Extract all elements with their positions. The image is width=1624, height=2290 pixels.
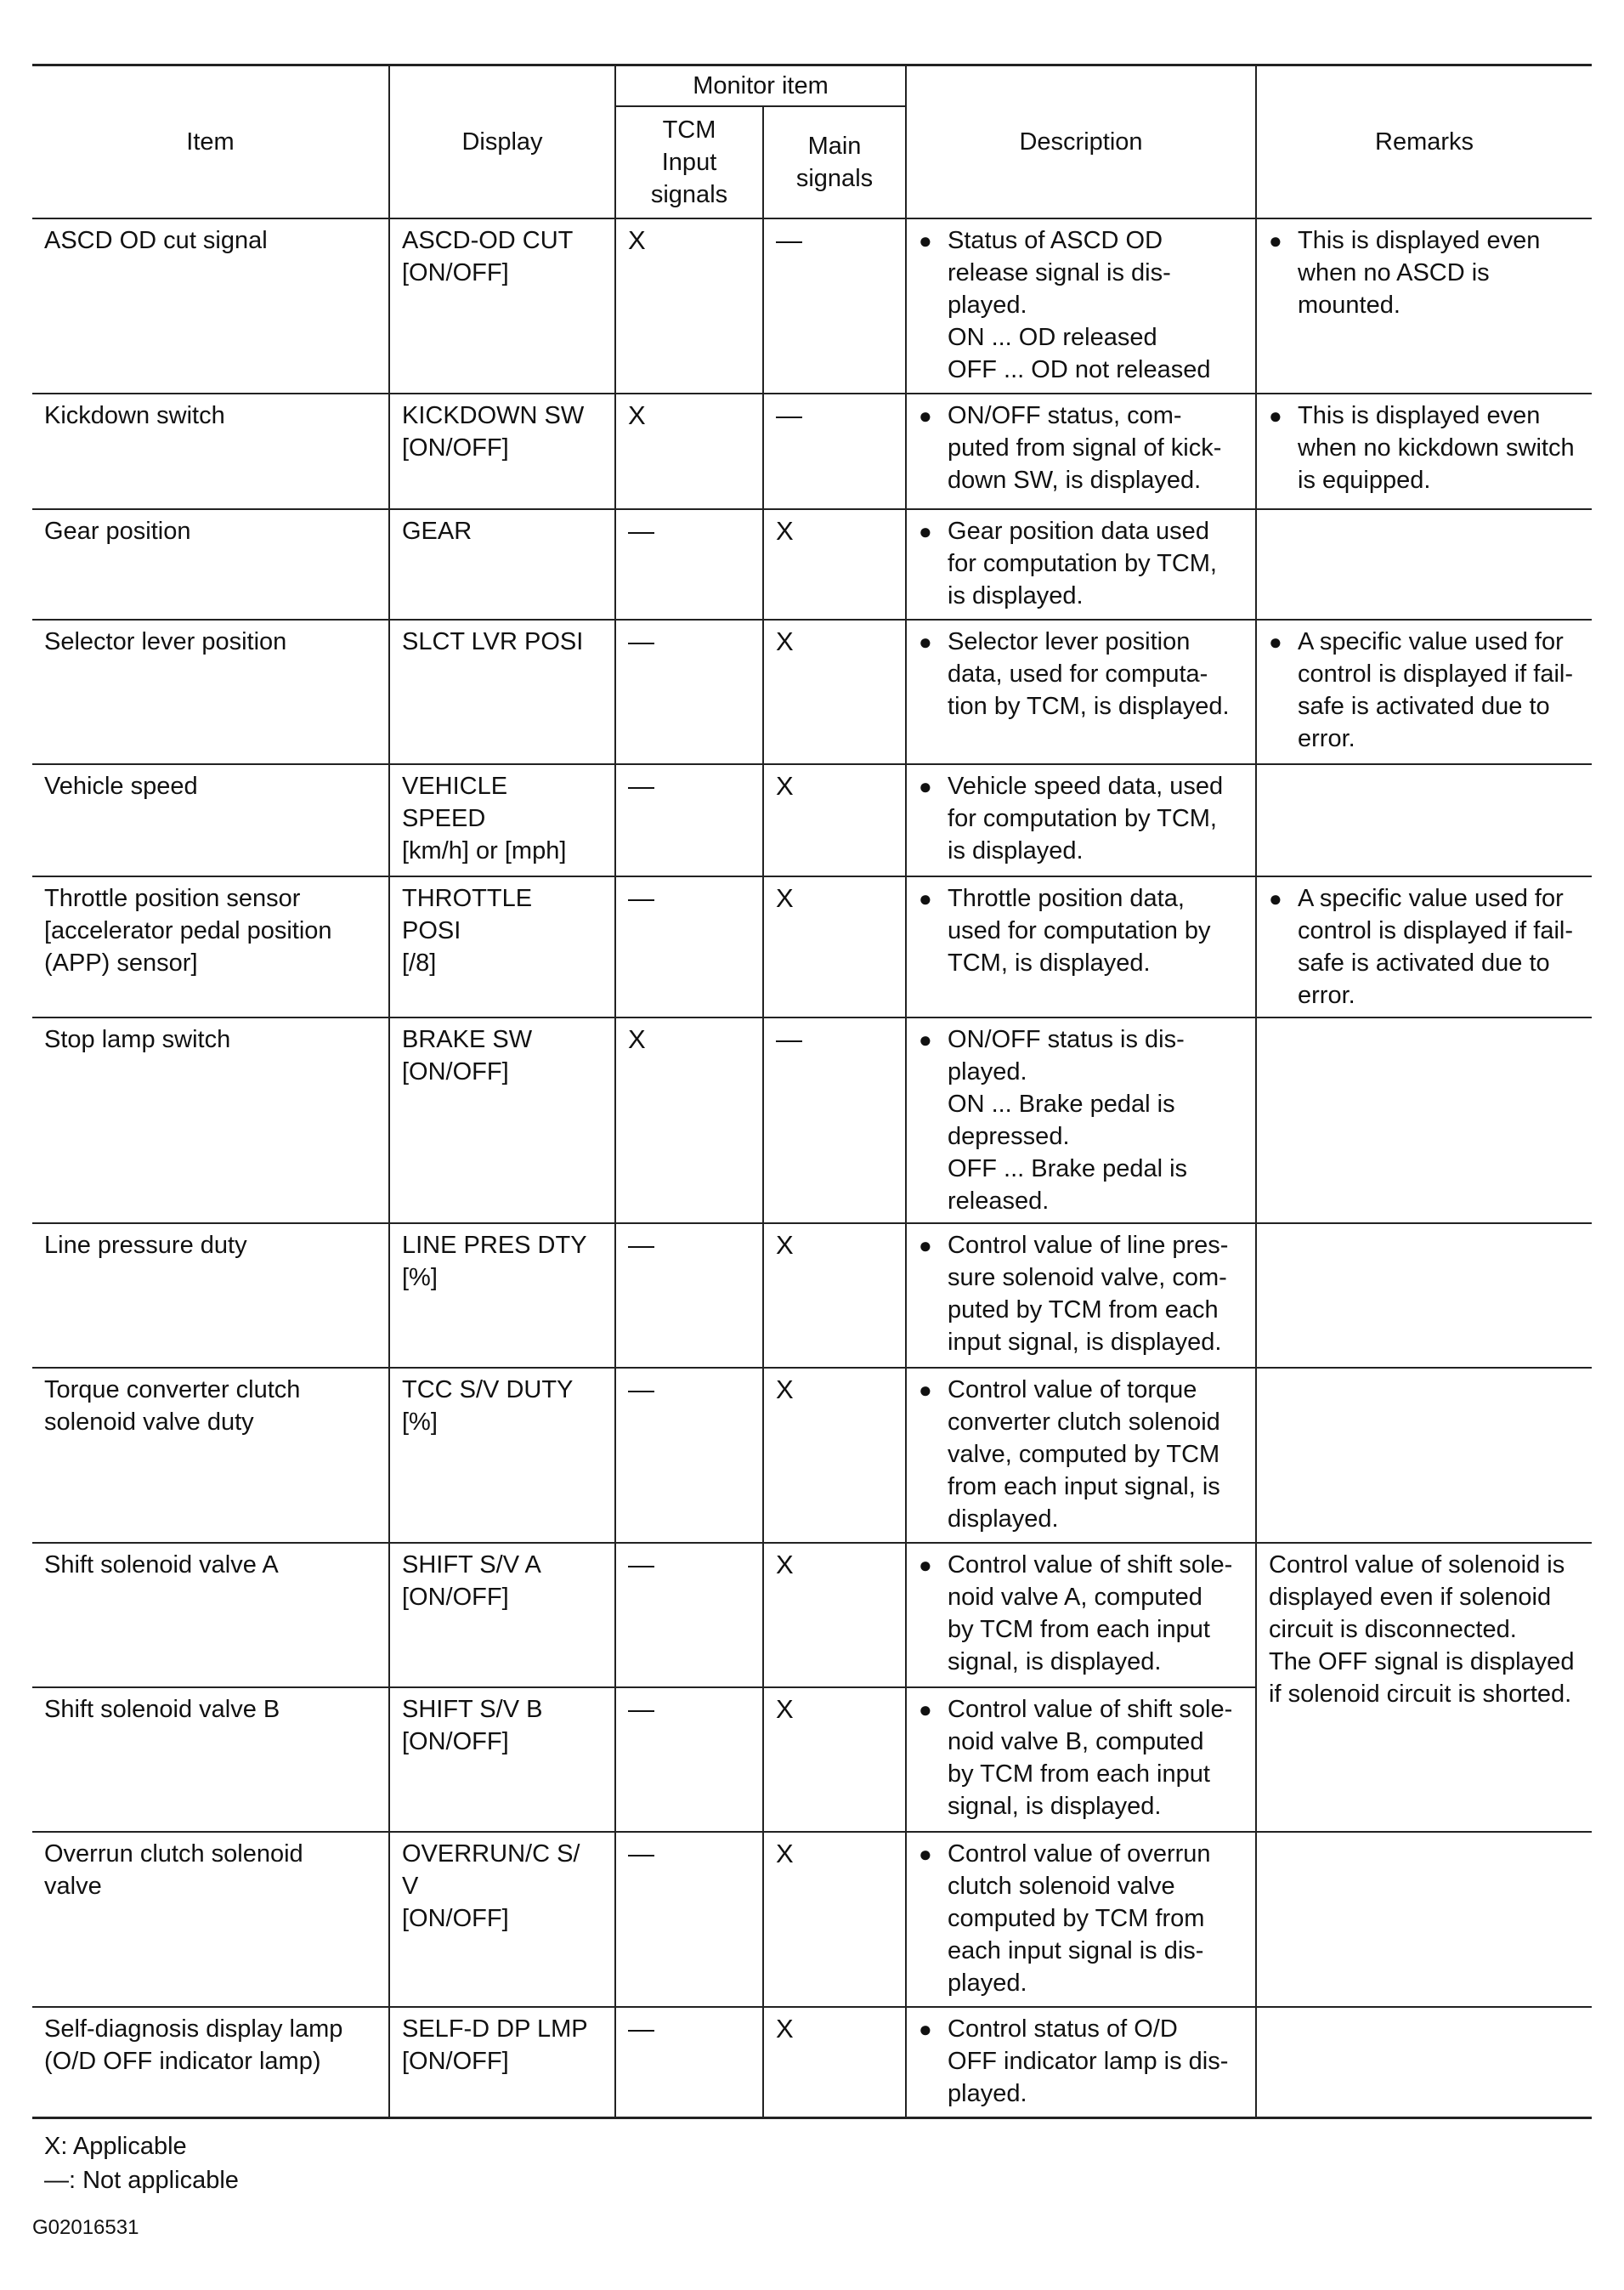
- cell-line: sure solenoid valve, com-: [948, 1264, 1227, 1291]
- cell-line: Gear position: [44, 518, 191, 545]
- cell-tcm-input-mark: —: [615, 620, 763, 764]
- cell-line: is equipped.: [1298, 467, 1431, 494]
- cell-main-signal-mark: X: [763, 620, 906, 764]
- cell-line: A specific value used for: [1298, 628, 1564, 655]
- header-remarks: Remarks: [1256, 65, 1592, 219]
- cell-line: displayed.: [948, 1505, 1059, 1533]
- cell-remarks: [1256, 218, 1592, 394]
- bullet-text: [948, 400, 1243, 496]
- bullet-text: [948, 2013, 1243, 2110]
- table-row: [32, 620, 1592, 764]
- cell-line: BRAKE SW: [402, 1026, 533, 1053]
- cell-display: [389, 764, 615, 876]
- cell-line: [ON/OFF]: [402, 259, 509, 286]
- cell-line: SPEED: [402, 805, 486, 832]
- cell-tcm-input-mark: —: [615, 1223, 763, 1368]
- cell-line: computed by TCM from: [948, 1905, 1205, 1932]
- cell-line: error.: [1298, 725, 1355, 752]
- bullet-item: [919, 770, 1243, 867]
- bullet-icon: ●: [919, 1027, 932, 1052]
- cell-line: Stop lamp switch: [44, 1026, 231, 1053]
- cell-remarks: [1256, 620, 1592, 764]
- cell-line: played.: [948, 1970, 1027, 1997]
- cell-line: mounted.: [1298, 292, 1400, 319]
- cell-display: [389, 509, 615, 620]
- cell-tcm-input-mark: X: [615, 218, 763, 394]
- cell-line: [%]: [402, 1264, 438, 1291]
- cell-line: Selector lever position: [948, 628, 1191, 655]
- cell-item: [32, 764, 389, 876]
- bullet-text: [948, 882, 1243, 979]
- cell-line: Control status of O/D: [948, 2015, 1178, 2043]
- bullet-text: [948, 1374, 1243, 1535]
- bullet-text: [948, 224, 1243, 386]
- cell-tcm-input-mark: —: [615, 1543, 763, 1687]
- cell-remarks: [1256, 1832, 1592, 2007]
- monitor-item-table: [32, 64, 1592, 2119]
- cell-display: [389, 1543, 615, 1687]
- bullet-icon: ●: [919, 519, 932, 544]
- table-row: [32, 764, 1592, 876]
- cell-tcm-input-mark: X: [615, 1017, 763, 1223]
- bullet-icon: ●: [919, 774, 932, 799]
- cell-line: ON ... OD released: [948, 324, 1157, 351]
- cell-line: Vehicle speed data, used: [948, 773, 1224, 800]
- cell-line: Control value of solenoid is: [1269, 1551, 1565, 1579]
- cell-line: release signal is dis-: [948, 259, 1171, 286]
- cell-line: Throttle position sensor: [44, 885, 301, 912]
- cell-line: is displayed.: [948, 837, 1084, 864]
- cell-main-signal-mark: X: [763, 1223, 906, 1368]
- bullet-item: [1269, 626, 1580, 755]
- cell-line: depressed.: [948, 1123, 1070, 1150]
- legend: [32, 2129, 1592, 2197]
- cell-line: played.: [948, 2080, 1027, 2107]
- cell-line: valve, computed by TCM: [948, 1441, 1220, 1468]
- cell-line: Shift solenoid valve A: [44, 1551, 279, 1579]
- bullet-icon: ●: [919, 1377, 932, 1403]
- cell-description: [906, 1832, 1256, 2007]
- cell-line: noid valve A, computed: [948, 1584, 1202, 1611]
- table-row: [32, 1017, 1592, 1223]
- cell-main-signal-mark: X: [763, 2007, 906, 2117]
- bullet-text: [948, 626, 1243, 723]
- cell-line: (O/D OFF indicator lamp): [44, 2048, 321, 2075]
- cell-tcm-input-mark: —: [615, 876, 763, 1017]
- cell-line: SELF-D DP LMP: [402, 2015, 588, 2043]
- cell-display: [389, 1223, 615, 1368]
- header-item: Item: [32, 65, 389, 219]
- cell-line: input signal, is displayed.: [948, 1329, 1222, 1356]
- cell-item: [32, 509, 389, 620]
- bullet-text: [1298, 224, 1580, 321]
- cell-line: Throttle position data,: [948, 885, 1185, 912]
- bullet-item: [1269, 224, 1580, 321]
- cell-line: Gear position data used: [948, 518, 1209, 545]
- cell-line: displayed even if solenoid: [1269, 1584, 1552, 1611]
- cell-line: Control value of line pres-: [948, 1232, 1229, 1259]
- cell-remarks: [1256, 1543, 1592, 1832]
- cell-line: used for computation by: [948, 917, 1211, 944]
- cell-line: KICKDOWN SW: [402, 402, 585, 429]
- cell-description: [906, 1368, 1256, 1543]
- cell-display: [389, 2007, 615, 2117]
- cell-line: Kickdown switch: [44, 402, 225, 429]
- cell-line: safe is activated due to: [1298, 693, 1550, 720]
- cell-line: GEAR: [402, 518, 472, 545]
- cell-line: Control value of shift sole-: [948, 1696, 1233, 1723]
- bullet-text: [1298, 400, 1580, 496]
- cell-main-signal-mark: X: [763, 764, 906, 876]
- cell-line: safe is activated due to: [1298, 949, 1550, 977]
- bullet-item: [919, 1229, 1243, 1358]
- bullet-item: [919, 400, 1243, 496]
- bullet-text: [948, 515, 1243, 612]
- cell-line: Torque converter clutch: [44, 1376, 301, 1403]
- bullet-icon: ●: [919, 886, 932, 911]
- cell-line: played.: [948, 292, 1027, 319]
- cell-line: control is displayed if fail-: [1298, 660, 1573, 688]
- cell-line: Control value of overrun: [948, 1840, 1211, 1868]
- bullet-item: [919, 2013, 1243, 2110]
- cell-remarks: [1256, 509, 1592, 620]
- cell-display: [389, 1687, 615, 1832]
- cell-line: ON/OFF status, com-: [948, 402, 1182, 429]
- cell-line: Line pressure duty: [44, 1232, 247, 1259]
- cell-line: signal, is displayed.: [948, 1793, 1162, 1820]
- cell-tcm-input-mark: X: [615, 394, 763, 509]
- cell-item: [32, 620, 389, 764]
- bullet-text: [948, 1229, 1243, 1358]
- cell-description: [906, 1687, 1256, 1832]
- figure-code: G02016531: [32, 2215, 139, 2239]
- bullet-icon: ●: [919, 228, 932, 253]
- cell-remarks: [1256, 2007, 1592, 2117]
- cell-line: played.: [948, 1058, 1027, 1085]
- header-monitor-item: Monitor item: [615, 65, 906, 107]
- bullet-item: [919, 882, 1243, 979]
- cell-description: [906, 764, 1256, 876]
- cell-tcm-input-mark: —: [615, 2007, 763, 2117]
- cell-line: by TCM from each input: [948, 1760, 1210, 1788]
- cell-line: [/8]: [402, 949, 437, 977]
- cell-remarks: [1256, 1223, 1592, 1368]
- cell-line: TCM, is displayed.: [948, 949, 1151, 977]
- bullet-icon: ●: [1269, 228, 1282, 253]
- cell-line: valve: [44, 1873, 102, 1900]
- cell-line: OFF indicator lamp is dis-: [948, 2048, 1229, 2075]
- bullet-text: [948, 1693, 1243, 1822]
- cell-description: [906, 509, 1256, 620]
- cell-line: error.: [1298, 982, 1355, 1009]
- cell-line: [ON/OFF]: [402, 1728, 509, 1755]
- cell-line: ON/OFF status is dis-: [948, 1026, 1185, 1053]
- bullet-icon: ●: [919, 629, 932, 655]
- cell-line: The OFF signal is displayed: [1269, 1648, 1575, 1675]
- cell-line: SHIFT S/V A: [402, 1551, 541, 1579]
- cell-description: [906, 2007, 1256, 2117]
- cell-line: circuit is disconnected.: [1269, 1616, 1517, 1643]
- cell-main-signal-mark: —: [763, 394, 906, 509]
- cell-item: [32, 1543, 389, 1687]
- cell-line: (APP) sensor]: [44, 949, 198, 977]
- bullet-text: [948, 1023, 1243, 1217]
- header-display: Display: [389, 65, 615, 219]
- cell-line: V: [402, 1873, 419, 1900]
- bullet-item: [919, 515, 1243, 612]
- table-row: [32, 2007, 1592, 2117]
- cell-display: [389, 620, 615, 764]
- cell-display: [389, 218, 615, 394]
- cell-main-signal-mark: —: [763, 218, 906, 394]
- cell-description: [906, 1223, 1256, 1368]
- cell-tcm-input-mark: —: [615, 1832, 763, 2007]
- cell-line: This is displayed even: [1298, 402, 1541, 429]
- cell-line: tion by TCM, is displayed.: [948, 693, 1230, 720]
- cell-main-signal-mark: X: [763, 876, 906, 1017]
- cell-line: [ON/OFF]: [402, 1905, 509, 1932]
- bullet-item: [919, 1838, 1243, 1999]
- cell-line: THROTTLE: [402, 885, 533, 912]
- cell-line: from each input signal, is: [948, 1473, 1220, 1500]
- legend-applicable: X: Applicable: [44, 2132, 187, 2160]
- cell-line: Control value of shift sole-: [948, 1551, 1233, 1579]
- cell-line: Self-diagnosis display lamp: [44, 2015, 343, 2043]
- cell-item: [32, 1687, 389, 1832]
- cell-line: [%]: [402, 1409, 438, 1436]
- table-row: [32, 1368, 1592, 1543]
- bullet-item: [919, 1549, 1243, 1678]
- bullet-icon: ●: [1269, 629, 1282, 655]
- cell-item: [32, 1832, 389, 2007]
- cell-line: for computation by TCM,: [948, 805, 1217, 832]
- cell-display: [389, 1832, 615, 2007]
- cell-item: [32, 2007, 389, 2117]
- header-description: Description: [906, 65, 1256, 219]
- cell-line: when no ASCD is: [1298, 259, 1490, 286]
- cell-line: SLCT LVR POSI: [402, 628, 584, 655]
- cell-description: [906, 394, 1256, 509]
- cell-line: ASCD OD cut signal: [44, 227, 268, 254]
- cell-item: [32, 218, 389, 394]
- cell-main-signal-mark: X: [763, 1368, 906, 1543]
- cell-main-signal-mark: X: [763, 509, 906, 620]
- cell-line: released.: [948, 1188, 1050, 1215]
- cell-line: [km/h] or [mph]: [402, 837, 567, 864]
- cell-description: [906, 876, 1256, 1017]
- bullet-item: [1269, 400, 1580, 496]
- bullet-item: [919, 1693, 1243, 1822]
- cell-line: puted from signal of kick-: [948, 434, 1222, 462]
- cell-line: clutch solenoid valve: [948, 1873, 1175, 1900]
- bullet-icon: ●: [919, 403, 932, 428]
- cell-line: OFF ... Brake pedal is: [948, 1155, 1188, 1182]
- cell-line: data, used for computa-: [948, 660, 1208, 688]
- table-row: [32, 876, 1592, 1017]
- cell-line: down SW, is displayed.: [948, 467, 1202, 494]
- cell-item: [32, 1223, 389, 1368]
- cell-line: Selector lever position: [44, 628, 287, 655]
- cell-line: LINE PRES DTY: [402, 1232, 587, 1259]
- cell-line: ASCD-OD CUT: [402, 227, 574, 254]
- bullet-icon: ●: [919, 1697, 932, 1722]
- cell-line: noid valve B, computed: [948, 1728, 1204, 1755]
- cell-line: A specific value used for: [1298, 885, 1564, 912]
- cell-display: [389, 1017, 615, 1223]
- bullet-icon: ●: [919, 2016, 932, 2042]
- cell-line: OVERRUN/C S/: [402, 1840, 580, 1868]
- table-row: [32, 1832, 1592, 2007]
- cell-description: [906, 218, 1256, 394]
- bullet-item: [919, 626, 1243, 723]
- cell-line: puted by TCM from each: [948, 1296, 1219, 1324]
- bullet-item: [919, 1374, 1243, 1535]
- header-main-signals: Main signals: [763, 106, 906, 218]
- cell-line: VEHICLE: [402, 773, 508, 800]
- bullet-icon: ●: [919, 1552, 932, 1578]
- table-row: [32, 1223, 1592, 1368]
- cell-line: by TCM from each input: [948, 1616, 1210, 1643]
- header-tcm-input-signals: TCM Input signals: [615, 106, 763, 218]
- cell-line: Status of ASCD OD: [948, 227, 1163, 254]
- cell-tcm-input-mark: —: [615, 764, 763, 876]
- bullet-item: [919, 224, 1243, 386]
- cell-remarks: [1256, 394, 1592, 509]
- cell-line: ON ... Brake pedal is: [948, 1091, 1175, 1118]
- bullet-icon: ●: [919, 1233, 932, 1258]
- cell-main-signal-mark: X: [763, 1832, 906, 2007]
- cell-line: POSI: [402, 917, 461, 944]
- cell-remarks: [1256, 876, 1592, 1017]
- bullet-text: [1298, 626, 1580, 755]
- cell-line: TCC S/V DUTY: [402, 1376, 574, 1403]
- cell-remarks: [1256, 764, 1592, 876]
- cell-remarks: [1256, 1368, 1592, 1543]
- bullet-text: [948, 1838, 1243, 1999]
- table-row: [32, 509, 1592, 620]
- cell-line: control is displayed if fail-: [1298, 917, 1573, 944]
- bullet-text: [948, 770, 1243, 867]
- bullet-icon: ●: [1269, 403, 1282, 428]
- document-page: [32, 64, 1592, 2240]
- bullet-item: [1269, 882, 1580, 1012]
- cell-line: is displayed.: [948, 582, 1084, 609]
- cell-line: OFF ... OD not released: [948, 356, 1211, 383]
- cell-display: [389, 876, 615, 1017]
- table-body: [32, 218, 1592, 2117]
- cell-display: [389, 394, 615, 509]
- cell-item: [32, 1017, 389, 1223]
- cell-line: Control value of torque: [948, 1376, 1197, 1403]
- cell-line: for computation by TCM,: [948, 550, 1217, 577]
- cell-tcm-input-mark: —: [615, 509, 763, 620]
- cell-remarks: [1256, 1017, 1592, 1223]
- bullet-item: [919, 1023, 1243, 1217]
- cell-item: [32, 394, 389, 509]
- cell-main-signal-mark: —: [763, 1017, 906, 1223]
- cell-line: [accelerator pedal position: [44, 917, 332, 944]
- table-row: [32, 1543, 1592, 1687]
- cell-line: Shift solenoid valve B: [44, 1696, 280, 1723]
- cell-line: if solenoid circuit is shorted.: [1269, 1681, 1572, 1708]
- cell-line: solenoid valve duty: [44, 1409, 254, 1436]
- cell-line: signal, is displayed.: [948, 1648, 1162, 1675]
- cell-line: converter clutch solenoid: [948, 1409, 1220, 1436]
- cell-line: Vehicle speed: [44, 773, 198, 800]
- cell-line: [ON/OFF]: [402, 1584, 509, 1611]
- cell-main-signal-mark: X: [763, 1543, 906, 1687]
- bullet-icon: ●: [919, 1841, 932, 1867]
- cell-line: when no kickdown switch: [1298, 434, 1575, 462]
- cell-line: This is displayed even: [1298, 227, 1541, 254]
- cell-line: [ON/OFF]: [402, 1058, 509, 1085]
- cell-description: [906, 620, 1256, 764]
- bullet-text: [948, 1549, 1243, 1678]
- legend-not-applicable: —: Not applicable: [44, 2166, 239, 2194]
- bullet-icon: ●: [1269, 886, 1282, 911]
- cell-display: [389, 1368, 615, 1543]
- cell-main-signal-mark: X: [763, 1687, 906, 1832]
- cell-description: [906, 1543, 1256, 1687]
- cell-line: [ON/OFF]: [402, 434, 509, 462]
- cell-line: each input signal is dis-: [948, 1937, 1204, 1964]
- table-row: [32, 218, 1592, 394]
- cell-description: [906, 1017, 1256, 1223]
- cell-line: [ON/OFF]: [402, 2048, 509, 2075]
- cell-item: [32, 876, 389, 1017]
- bullet-text: [1298, 882, 1580, 1012]
- cell-line: SHIFT S/V B: [402, 1696, 543, 1723]
- cell-tcm-input-mark: —: [615, 1687, 763, 1832]
- table-row: [32, 394, 1592, 509]
- cell-tcm-input-mark: —: [615, 1368, 763, 1543]
- cell-line: Overrun clutch solenoid: [44, 1840, 303, 1868]
- cell-item: [32, 1368, 389, 1543]
